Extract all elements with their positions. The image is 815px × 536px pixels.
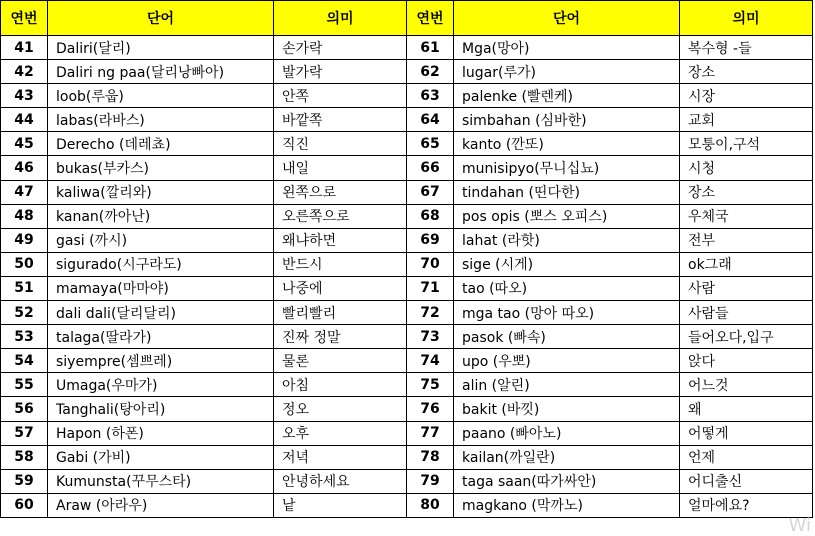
entry-meaning: 언제 bbox=[680, 445, 813, 469]
entry-number: 50 bbox=[1, 252, 48, 276]
entry-meaning: 사람들 bbox=[680, 301, 813, 325]
entry-word: dali dali(달리달리) bbox=[48, 301, 274, 325]
entry-word: mamaya(마마야) bbox=[48, 276, 274, 300]
table-header bbox=[1, 1, 813, 36]
entry-word: munisipyo(무니십뇨) bbox=[454, 156, 680, 180]
entry-word: tindahan (띤다한) bbox=[454, 180, 680, 204]
entry-number: 74 bbox=[407, 349, 454, 373]
header-word-left: 단어 bbox=[48, 1, 274, 36]
entry-meaning: 장소 bbox=[680, 180, 813, 204]
entry-meaning: 안쪽 bbox=[274, 84, 407, 108]
table-row bbox=[1, 276, 813, 300]
entry-word: gasi (까시) bbox=[48, 228, 274, 252]
entry-number: 41 bbox=[1, 36, 48, 60]
entry-meaning: 손가락 bbox=[274, 36, 407, 60]
entry-word: alin (알린) bbox=[454, 373, 680, 397]
header-meaning-right: 의미 bbox=[680, 1, 813, 36]
header-row bbox=[1, 1, 813, 36]
entry-meaning: 어느것 bbox=[680, 373, 813, 397]
entry-meaning: 복수형 -들 bbox=[680, 36, 813, 60]
entry-number: 69 bbox=[407, 228, 454, 252]
header-number-left: 연번 bbox=[1, 1, 48, 36]
entry-meaning: 장소 bbox=[680, 60, 813, 84]
header-meaning-left: 의미 bbox=[274, 1, 407, 36]
entry-number: 67 bbox=[407, 180, 454, 204]
entry-meaning: 반드시 bbox=[274, 252, 407, 276]
entry-word: Umaga(우마가) bbox=[48, 373, 274, 397]
entry-word: Mga(망아) bbox=[454, 36, 680, 60]
table-row bbox=[1, 397, 813, 421]
entry-number: 68 bbox=[407, 204, 454, 228]
entry-meaning: 교회 bbox=[680, 108, 813, 132]
entry-word: kailan(까일란) bbox=[454, 445, 680, 469]
entry-word: Gabi (가비) bbox=[48, 445, 274, 469]
table-row bbox=[1, 493, 813, 517]
entry-number: 60 bbox=[1, 493, 48, 517]
entry-meaning: ok그래 bbox=[680, 252, 813, 276]
entry-word: Derecho (데레쵸) bbox=[48, 132, 274, 156]
table-row bbox=[1, 156, 813, 180]
entry-meaning: 어떻게 bbox=[680, 421, 813, 445]
table-body bbox=[1, 36, 813, 518]
table-row bbox=[1, 421, 813, 445]
entry-number: 66 bbox=[407, 156, 454, 180]
entry-word: tao (따오) bbox=[454, 276, 680, 300]
entry-meaning: 왜 bbox=[680, 397, 813, 421]
entry-meaning: 바깥쪽 bbox=[274, 108, 407, 132]
entry-word: simbahan (심바한) bbox=[454, 108, 680, 132]
entry-meaning: 들어오다,입구 bbox=[680, 325, 813, 349]
entry-number: 63 bbox=[407, 84, 454, 108]
table-row bbox=[1, 373, 813, 397]
entry-meaning: 안녕하세요 bbox=[274, 469, 407, 493]
entry-number: 77 bbox=[407, 421, 454, 445]
entry-meaning: 왼쪽으로 bbox=[274, 180, 407, 204]
entry-word: kanto (깐또) bbox=[454, 132, 680, 156]
entry-meaning: 진짜 정말 bbox=[274, 325, 407, 349]
entry-number: 46 bbox=[1, 156, 48, 180]
entry-word: sigurado(시구라도) bbox=[48, 252, 274, 276]
entry-number: 79 bbox=[407, 469, 454, 493]
table-row bbox=[1, 108, 813, 132]
entry-word: magkano (막까노) bbox=[454, 493, 680, 517]
table-row bbox=[1, 325, 813, 349]
table-row bbox=[1, 445, 813, 469]
entry-word: lugar(루가) bbox=[454, 60, 680, 84]
entry-word: Araw (아라우) bbox=[48, 493, 274, 517]
entry-meaning: 나중에 bbox=[274, 276, 407, 300]
entry-word: upo (우뽀) bbox=[454, 349, 680, 373]
entry-meaning: 어디출신 bbox=[680, 469, 813, 493]
entry-word: labas(라바스) bbox=[48, 108, 274, 132]
entry-meaning: 시청 bbox=[680, 156, 813, 180]
entry-number: 45 bbox=[1, 132, 48, 156]
entry-number: 49 bbox=[1, 228, 48, 252]
table-row bbox=[1, 180, 813, 204]
entry-word: loob(루웁) bbox=[48, 84, 274, 108]
entry-meaning: 우체국 bbox=[680, 204, 813, 228]
entry-word: Hapon (하폰) bbox=[48, 421, 274, 445]
entry-meaning: 빨리빨리 bbox=[274, 301, 407, 325]
entry-word: siyempre(셈쁘레) bbox=[48, 349, 274, 373]
watermark: Wi bbox=[788, 515, 811, 536]
entry-number: 78 bbox=[407, 445, 454, 469]
entry-meaning: 발가락 bbox=[274, 60, 407, 84]
entry-number: 54 bbox=[1, 349, 48, 373]
entry-word: Daliri(달리) bbox=[48, 36, 274, 60]
entry-number: 61 bbox=[407, 36, 454, 60]
entry-word: Tanghali(탕아리) bbox=[48, 397, 274, 421]
entry-word: kaliwa(깔리와) bbox=[48, 180, 274, 204]
entry-meaning: 오른쪽으로 bbox=[274, 204, 407, 228]
entry-meaning: 사람 bbox=[680, 276, 813, 300]
table-row bbox=[1, 252, 813, 276]
entry-word: bakit (바낏) bbox=[454, 397, 680, 421]
entry-number: 51 bbox=[1, 276, 48, 300]
table-row bbox=[1, 301, 813, 325]
entry-word: mga tao (망아 따오) bbox=[454, 301, 680, 325]
entry-number: 55 bbox=[1, 373, 48, 397]
table-row bbox=[1, 469, 813, 493]
entry-number: 43 bbox=[1, 84, 48, 108]
entry-number: 62 bbox=[407, 60, 454, 84]
entry-number: 80 bbox=[407, 493, 454, 517]
entry-number: 58 bbox=[1, 445, 48, 469]
entry-word: bukas(부카스) bbox=[48, 156, 274, 180]
entry-meaning: 낱 bbox=[274, 493, 407, 517]
table-row bbox=[1, 349, 813, 373]
entry-word: palenke (빨렌케) bbox=[454, 84, 680, 108]
header-number-right: 연번 bbox=[407, 1, 454, 36]
entry-meaning: 저녁 bbox=[274, 445, 407, 469]
entry-meaning: 얼마에요? bbox=[680, 493, 813, 517]
table-row bbox=[1, 36, 813, 60]
entry-number: 59 bbox=[1, 469, 48, 493]
entry-word: paano (빠아노) bbox=[454, 421, 680, 445]
entry-meaning: 모퉁이,구석 bbox=[680, 132, 813, 156]
entry-word: Daliri ng paa(달리낭빠아) bbox=[48, 60, 274, 84]
entry-meaning: 시장 bbox=[680, 84, 813, 108]
entry-meaning: 내일 bbox=[274, 156, 407, 180]
entry-number: 72 bbox=[407, 301, 454, 325]
entry-number: 53 bbox=[1, 325, 48, 349]
table-row bbox=[1, 84, 813, 108]
entry-number: 47 bbox=[1, 180, 48, 204]
entry-number: 76 bbox=[407, 397, 454, 421]
entry-word: talaga(딸라가) bbox=[48, 325, 274, 349]
header-word-right: 단어 bbox=[454, 1, 680, 36]
entry-word: taga saan(따가싸안) bbox=[454, 469, 680, 493]
entry-number: 56 bbox=[1, 397, 48, 421]
entry-number: 73 bbox=[407, 325, 454, 349]
entry-word: pasok (빠속) bbox=[454, 325, 680, 349]
table-row bbox=[1, 132, 813, 156]
entry-number: 71 bbox=[407, 276, 454, 300]
entry-number: 52 bbox=[1, 301, 48, 325]
entry-word: Kumunsta(꾸무스타) bbox=[48, 469, 274, 493]
table-row bbox=[1, 228, 813, 252]
entry-meaning: 물론 bbox=[274, 349, 407, 373]
entry-word: pos opis (뽀스 오피스) bbox=[454, 204, 680, 228]
entry-meaning: 아침 bbox=[274, 373, 407, 397]
entry-number: 75 bbox=[407, 373, 454, 397]
entry-meaning: 앉다 bbox=[680, 349, 813, 373]
entry-meaning: 왜냐하면 bbox=[274, 228, 407, 252]
entry-word: kanan(까아난) bbox=[48, 204, 274, 228]
entry-number: 64 bbox=[407, 108, 454, 132]
entry-number: 57 bbox=[1, 421, 48, 445]
entry-word: sige (시게) bbox=[454, 252, 680, 276]
entry-word: lahat (라핫) bbox=[454, 228, 680, 252]
entry-number: 70 bbox=[407, 252, 454, 276]
table-row bbox=[1, 60, 813, 84]
entry-number: 44 bbox=[1, 108, 48, 132]
entry-number: 65 bbox=[407, 132, 454, 156]
entry-meaning: 직진 bbox=[274, 132, 407, 156]
entry-meaning: 오후 bbox=[274, 421, 407, 445]
table-row bbox=[1, 204, 813, 228]
entry-number: 42 bbox=[1, 60, 48, 84]
entry-number: 48 bbox=[1, 204, 48, 228]
entry-meaning: 전부 bbox=[680, 228, 813, 252]
entry-meaning: 정오 bbox=[274, 397, 407, 421]
